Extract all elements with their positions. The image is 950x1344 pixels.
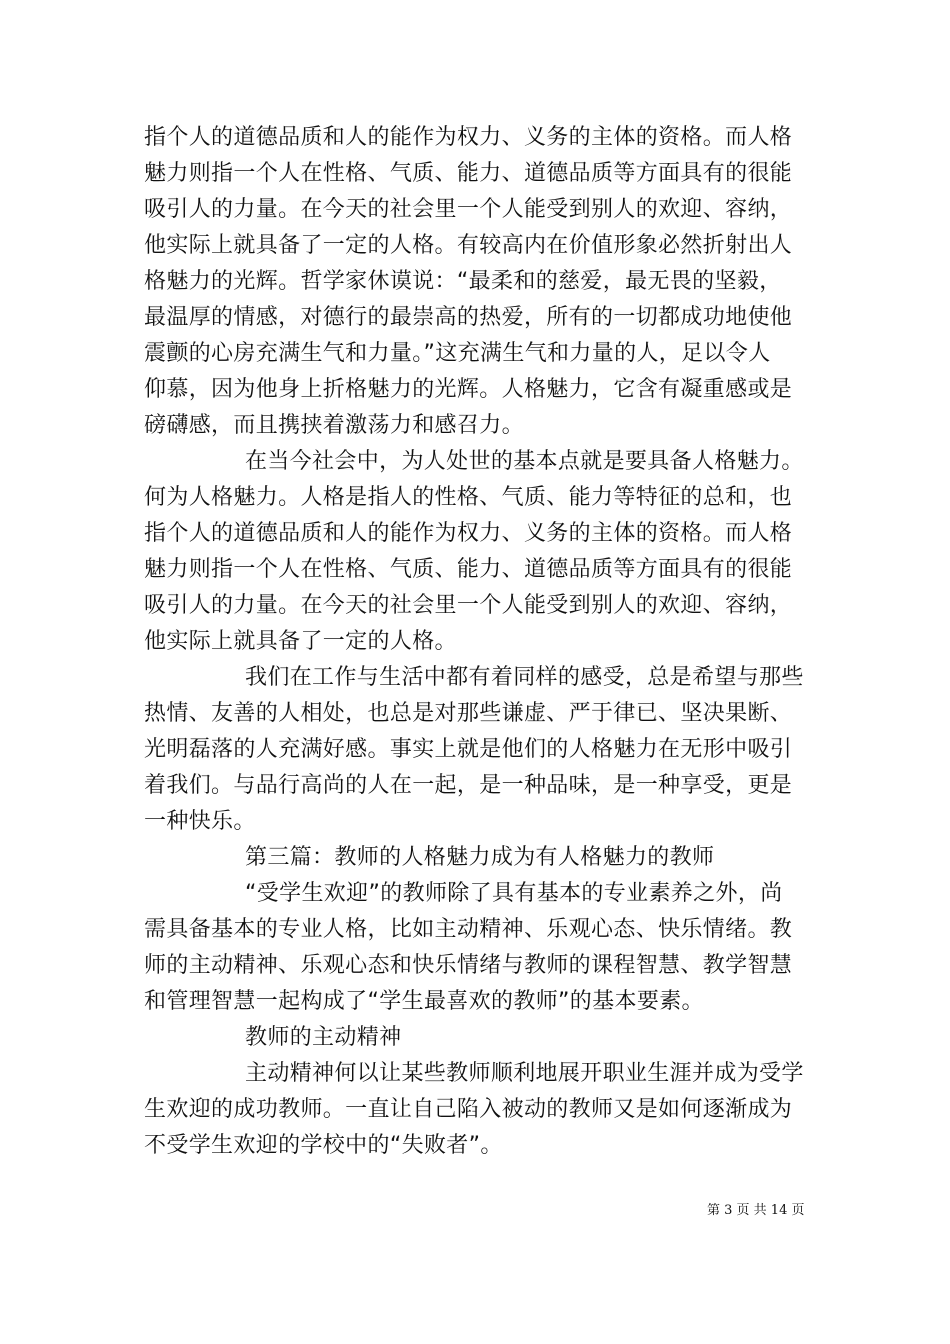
text-line: 仰慕，因为他身上折格魅力的光辉。人格魅力，它含有凝重感或是 bbox=[144, 377, 793, 402]
text-line: 光明磊落的人充满好感。事实上就是他们的人格魅力在无形中吸引 bbox=[144, 737, 793, 762]
text-line: 需具备基本的专业人格，比如主动精神、乐观心态、快乐情绪。教 bbox=[144, 917, 793, 942]
text-line: 一种快乐。 bbox=[144, 809, 256, 834]
text-line: 师的主动精神、乐观心态和快乐情绪与教师的课程智慧、教学智慧 bbox=[144, 953, 793, 978]
text-line: 他实际上就具备了一定的人格。 bbox=[144, 629, 457, 654]
paragraph-first-line: “受学生欢迎”的教师除了具有基本的专业素养之外，尚 bbox=[245, 881, 783, 906]
section-heading: 第三篇：教师的人格魅力成为有人格魅力的教师 bbox=[245, 845, 715, 870]
text-line: 震颤的心房充满生气和力量。”这充满生气和力量的人，足以令人 bbox=[144, 341, 771, 366]
paragraph-first-line: 我们在工作与生活中都有着同样的感受，总是希望与那些 bbox=[245, 665, 804, 690]
paragraph-first-line: 主动精神何以让某些教师顺利地展开职业生涯并成为受学 bbox=[245, 1061, 804, 1086]
page-number: 第 3 页 共 14 页 bbox=[707, 1203, 805, 1218]
text-line: 最温厚的情感，对德行的最崇高的热爱，所有的一切都成功地使他 bbox=[144, 305, 793, 330]
text-line: 着我们。与品行高尚的人在一起，是一种品味，是一种享受，更是 bbox=[144, 773, 793, 798]
text-line: 和管理智慧一起构成了“学生最喜欢的教师”的基本要素。 bbox=[144, 989, 704, 1014]
text-line: 格魅力的光辉。哲学家休谟说：“最柔和的慈爱，最无畏的坚毅， bbox=[144, 269, 782, 294]
text-line: 吸引人的力量。在今天的社会里一个人能受到别人的欢迎、容纳， bbox=[144, 593, 793, 618]
text-line: 指个人的道德品质和人的能作为权力、义务的主体的资格。而人格 bbox=[144, 125, 793, 150]
text-line: 魅力则指一个人在性格、气质、能力、道德品质等方面具有的很能 bbox=[144, 161, 793, 186]
text-line: 生欢迎的成功教师。一直让自己陷入被动的教师又是如何逐渐成为 bbox=[144, 1097, 793, 1122]
text-line: 吸引人的力量。在今天的社会里一个人能受到别人的欢迎、容纳， bbox=[144, 197, 793, 222]
text-line: 不受学生欢迎的学校中的“失败者”。 bbox=[144, 1133, 503, 1158]
text-line: 魅力则指一个人在性格、气质、能力、道德品质等方面具有的很能 bbox=[144, 557, 793, 582]
text-line: 热情、友善的人相处，也总是对那些谦虚、严于律已、坚决果断、 bbox=[144, 701, 793, 726]
text-line: 何为人格魅力。人格是指人的性格、气质、能力等特征的总和，也 bbox=[144, 485, 793, 510]
text-line: 他实际上就具备了一定的人格。有较高内在价值形象必然折射出人 bbox=[144, 233, 793, 258]
text-line: 指个人的道德品质和人的能作为权力、义务的主体的资格。而人格 bbox=[144, 521, 793, 546]
subsection-heading: 教师的主动精神 bbox=[245, 1025, 402, 1050]
text-line: 磅礴感，而且携挟着激荡力和感召力。 bbox=[144, 413, 524, 438]
paragraph-first-line: 在当今社会中，为人处世的基本点就是要具备人格魅力。 bbox=[245, 449, 804, 474]
